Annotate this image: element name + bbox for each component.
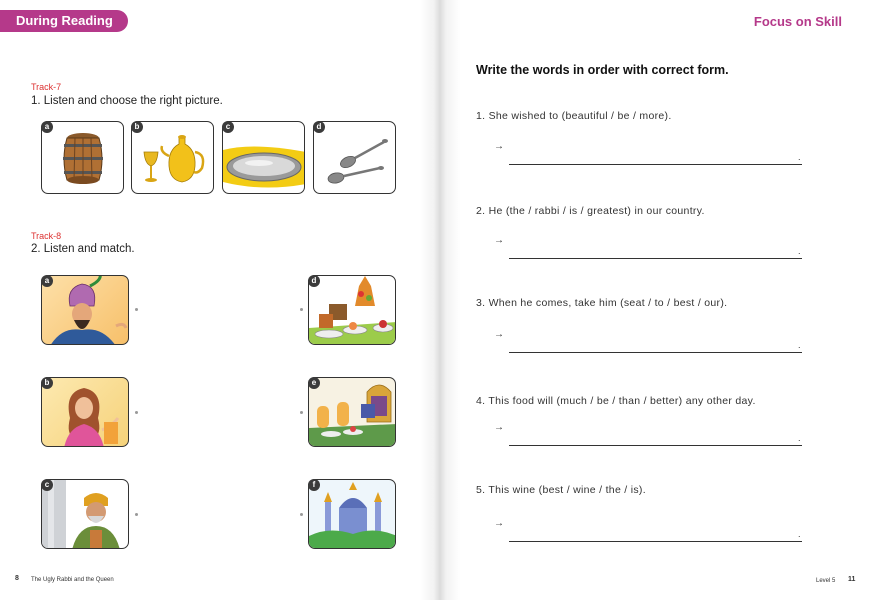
badge-match-f: f bbox=[308, 479, 320, 491]
sentence-item-4: 4. This food will (much / be / than / better) any other day. bbox=[476, 395, 756, 407]
match-c-picture[interactable] bbox=[41, 479, 129, 549]
badge-match-d: d bbox=[308, 275, 320, 287]
arrow-icon: → bbox=[494, 329, 504, 340]
badge-match-b: b bbox=[41, 377, 53, 389]
track-7-label: Track-7 bbox=[31, 82, 62, 92]
period-mark: . bbox=[798, 152, 801, 162]
answer-line-2[interactable] bbox=[509, 258, 802, 259]
during-reading-tab: During Reading bbox=[0, 10, 128, 32]
match-dot-c[interactable] bbox=[135, 513, 138, 516]
badge-match-a: a bbox=[41, 275, 53, 287]
arrow-icon: → bbox=[494, 141, 504, 152]
choice-b-picture[interactable] bbox=[131, 121, 214, 194]
left-page-number: 8 bbox=[15, 575, 19, 582]
barrel-icon bbox=[42, 122, 124, 194]
book-gutter-shadow bbox=[420, 0, 460, 600]
right-page bbox=[438, 0, 878, 600]
goblet-and-jug-icon bbox=[132, 122, 214, 194]
silver-tray-icon bbox=[223, 122, 305, 194]
period-mark: . bbox=[798, 246, 801, 256]
answer-line-4[interactable] bbox=[509, 445, 802, 446]
sentence-item-3: 3. When he comes, take him (seat / to / best / our). bbox=[476, 297, 728, 309]
match-d-picture[interactable] bbox=[308, 275, 396, 345]
period-mark: . bbox=[798, 433, 801, 443]
match-dot-a[interactable] bbox=[135, 308, 138, 311]
arrow-icon: → bbox=[494, 518, 504, 529]
spoons-icon bbox=[314, 122, 396, 194]
choice-a-picture[interactable] bbox=[41, 121, 124, 194]
match-b-picture[interactable] bbox=[41, 377, 129, 447]
badge-d: d bbox=[313, 121, 325, 133]
badge-match-c: c bbox=[41, 479, 53, 491]
choice-d-picture[interactable] bbox=[313, 121, 396, 194]
palace-dining-room bbox=[309, 378, 396, 447]
sentence-item-1: 1. She wished to (beautiful / be / more). bbox=[476, 110, 672, 122]
rabbi-portrait bbox=[42, 480, 129, 549]
left-page bbox=[0, 0, 438, 600]
match-dot-b[interactable] bbox=[135, 411, 138, 414]
period-mark: . bbox=[798, 529, 801, 539]
right-page-number: 11 bbox=[848, 576, 856, 583]
feast-table bbox=[309, 276, 396, 345]
badge-match-e: e bbox=[308, 377, 320, 389]
instruction: Write the words in order with correct form. bbox=[476, 63, 729, 77]
question-2: 2. Listen and match. bbox=[31, 243, 135, 255]
period-mark: . bbox=[798, 340, 801, 350]
palace-building bbox=[309, 480, 396, 549]
arrow-icon: → bbox=[494, 235, 504, 246]
match-a-picture[interactable] bbox=[41, 275, 129, 345]
question-1: 1. Listen and choose the right picture. bbox=[31, 95, 223, 107]
answer-line-3[interactable] bbox=[509, 352, 802, 353]
match-dot-e[interactable] bbox=[300, 411, 303, 414]
match-e-picture[interactable] bbox=[308, 377, 396, 447]
king-portrait bbox=[42, 276, 129, 345]
track-8-label: Track-8 bbox=[31, 231, 62, 241]
sentence-item-5: 5. This wine (best / wine / the / is). bbox=[476, 484, 646, 496]
match-f-picture[interactable] bbox=[308, 479, 396, 549]
match-dot-d[interactable] bbox=[300, 308, 303, 311]
queen-portrait bbox=[42, 378, 129, 447]
choice-c-picture[interactable] bbox=[222, 121, 305, 194]
focus-on-skill-title: Focus on Skill bbox=[753, 14, 842, 29]
match-dot-f[interactable] bbox=[300, 513, 303, 516]
sentence-item-2: 2. He (the / rabbi / is / greatest) in our country. bbox=[476, 205, 705, 217]
badge-a: a bbox=[41, 121, 53, 133]
answer-line-1[interactable] bbox=[509, 164, 802, 165]
answer-line-5[interactable] bbox=[509, 541, 802, 542]
book-title-footer: The Ugly Rabbi and the Queen bbox=[31, 577, 114, 583]
level-footer: Level 5 bbox=[816, 578, 836, 584]
badge-b: b bbox=[131, 121, 143, 133]
arrow-icon: → bbox=[494, 422, 504, 433]
badge-c: c bbox=[222, 121, 234, 133]
